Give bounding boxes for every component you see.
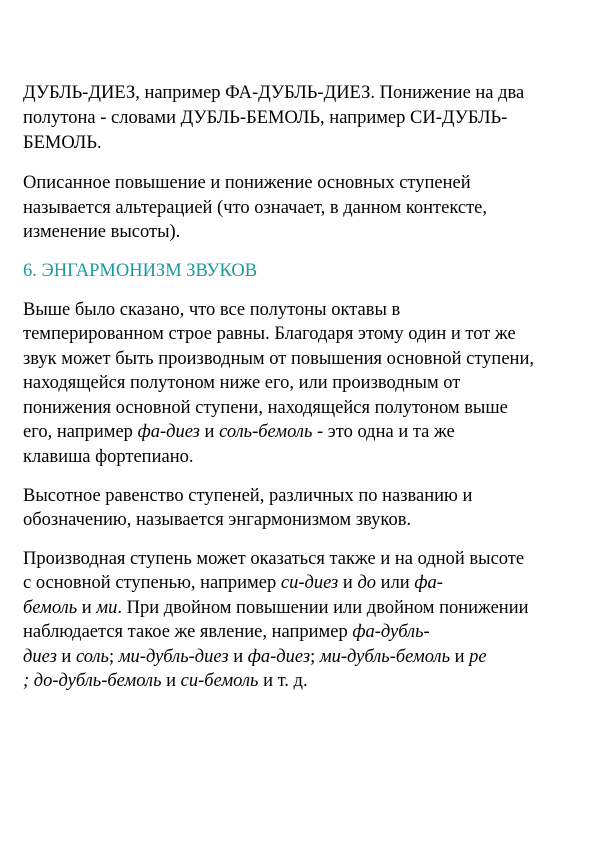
paragraph-3-line-4: находящейся полутоном ниже его, или производным от xyxy=(23,373,461,393)
paragraph-4-line-1: Высотное равенство ступеней, различных по названию и xyxy=(23,486,473,506)
paragraph-1-line-1: ДУБЛЬ-ДИЕЗ, например ФА-ДУБЛЬ-ДИЕЗ. Понижение на два xyxy=(23,83,525,103)
paragraph-3-line-5: понижения основной ступени, находящейся полутоном выше xyxy=(23,398,508,418)
paragraph-5-line-6: ; до-дубль-бемоль и си-бемоль и т. д. xyxy=(23,671,308,691)
paragraph-3-line-2: темперированном строе равны. Благодаря этому один и тот же xyxy=(23,324,516,344)
paragraph-5-line-4: наблюдается такое же явление, например фа-дубль- xyxy=(23,622,430,642)
paragraph-2-line-1: Описанное повышение и понижение основных ступеней xyxy=(23,173,471,193)
section-heading: 6. ЭНГАРМОНИЗМ ЗВУКОВ xyxy=(23,261,258,281)
paragraph-5-line-1: Производная ступень может оказаться также и на одной высоте xyxy=(23,549,525,569)
paragraph-3-line-3: звук может быть производным от повышения основной ступени, xyxy=(23,349,534,369)
paragraph-3-line-7: клавиша фортепиано. xyxy=(23,447,194,467)
paragraph-4-line-2: обозначению, называется энгармонизмом звуков. xyxy=(23,510,412,530)
paragraph-2-line-3: изменение высоты). xyxy=(23,222,181,242)
paragraph-5-line-3: бемоль и ми. При двойном повышении или двойном понижении xyxy=(23,598,529,618)
paragraph-2-line-2: называется альтерацией (что означает, в данном контексте, xyxy=(23,198,487,218)
paragraph-1-line-3: БЕМОЛЬ. xyxy=(23,133,102,153)
paragraph-5-line-5: диез и соль; ми-дубль-диез и фа-диез; ми-дубль-бемоль и ре xyxy=(23,647,487,667)
paragraph-5-line-2: с основной ступенью, например си-диез и до или фа- xyxy=(23,573,443,593)
paragraph-3-line-1: Выше было сказано, что все полутоны октавы в xyxy=(23,300,401,320)
paragraph-1-line-2: полутона - словами ДУБЛЬ-БЕМОЛЬ, например СИ-ДУБЛЬ- xyxy=(23,108,508,128)
paragraph-3-line-6: его, например фа-диез и соль-бемоль - это одна и та же xyxy=(23,422,455,442)
